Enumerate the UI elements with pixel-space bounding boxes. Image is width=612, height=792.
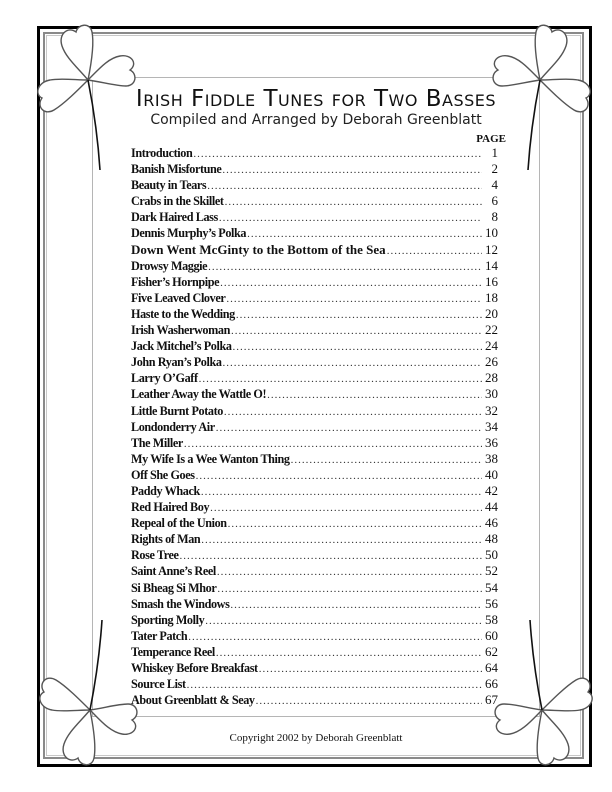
toc-entry-title: Down Went McGinty to the Bottom of the Sea — [131, 241, 386, 257]
toc-entry[interactable] — [131, 403, 498, 419]
toc-entry[interactable] — [131, 209, 498, 225]
dot-leader — [205, 613, 482, 628]
toc-entry-page: 6 — [491, 193, 498, 209]
toc-entry[interactable] — [131, 483, 498, 499]
toc-entry[interactable] — [131, 177, 498, 193]
toc-entry[interactable] — [131, 225, 498, 241]
toc-entry-title: Introduction — [131, 146, 193, 160]
toc-entry-title: Beauty in Tears — [131, 178, 207, 193]
dot-leader — [193, 146, 482, 161]
dot-leader — [233, 339, 482, 354]
toc-entry-title: Larry O’Gaff — [131, 371, 198, 386]
toc-entry[interactable] — [131, 596, 498, 612]
toc-entry-page: 48 — [485, 531, 498, 547]
toc-entry-page: 34 — [485, 418, 498, 434]
toc-entry-title: Red Haired Boy — [131, 500, 210, 515]
dot-leader — [187, 677, 482, 692]
toc-entry[interactable] — [131, 467, 498, 483]
toc-entry-title: Sporting Molly — [131, 612, 205, 627]
toc-entry[interactable] — [131, 676, 498, 692]
toc-entry-title: About Greenblatt & Seay — [131, 693, 255, 708]
toc-entry-title: Crabs in the Skillet — [131, 194, 224, 209]
toc-entry[interactable] — [131, 193, 498, 209]
copyright-notice: Copyright 2002 by Deborah Greenblatt — [229, 732, 403, 744]
dot-leader — [208, 259, 482, 274]
toc-entry-page: 20 — [485, 305, 498, 321]
toc-entry-title: Irish Washerwoman — [131, 323, 230, 338]
toc-entry-page: 56 — [485, 595, 498, 611]
toc-entry-title: Leather Away the Wattle O! — [131, 387, 267, 402]
toc-entry-title: Banish Misfortune — [131, 162, 222, 177]
toc-entry[interactable] — [131, 563, 498, 579]
toc-entry-title: Dark Haired Lass — [131, 210, 218, 225]
dot-leader — [387, 243, 482, 258]
toc-entry[interactable] — [131, 322, 498, 338]
toc-entry-title: Drowsy Maggie — [131, 258, 208, 273]
dot-leader — [247, 226, 482, 241]
toc-entry-page: 44 — [485, 499, 498, 515]
toc-entry-page: 22 — [485, 322, 498, 338]
toc-entry-title: Rights of Man — [131, 532, 201, 547]
dot-leader — [230, 597, 482, 612]
toc-entry-page: 1 — [491, 145, 498, 160]
toc-entry-page: 64 — [485, 660, 498, 675]
toc-entry-title: Si Bheag Si Mhor — [131, 580, 217, 595]
toc-entry[interactable] — [131, 306, 498, 322]
toc-entry-title: Off She Goes — [131, 467, 195, 482]
toc-entry-title: Source List — [131, 677, 186, 692]
toc-entry-title: Haste to the Wedding — [131, 306, 235, 321]
toc-entry-title: Fisher’s Hornpipe — [131, 274, 220, 289]
toc-entry[interactable] — [131, 370, 498, 386]
toc-entry[interactable] — [131, 580, 498, 596]
toc-entry-title: Dennis Murphy’s Polka — [131, 226, 247, 241]
toc-entry-title: John Ryan’s Polka — [131, 355, 222, 370]
dot-leader — [188, 629, 482, 644]
toc-entry[interactable] — [131, 145, 498, 161]
dot-leader — [180, 548, 482, 563]
dot-leader — [225, 194, 482, 209]
toc-entry-page: 50 — [485, 547, 498, 563]
toc-entry[interactable] — [131, 499, 498, 515]
toc-entry-title: Paddy Whack — [131, 483, 200, 498]
toc-entry-title: Rose Tree — [131, 548, 179, 563]
dot-leader — [220, 275, 482, 290]
toc-entry-title: Repeal of the Union — [131, 516, 227, 531]
shamrock-icon — [482, 650, 602, 770]
toc-entry[interactable] — [131, 419, 498, 435]
toc-entry-page: 12 — [485, 241, 498, 257]
dot-leader — [291, 452, 482, 467]
toc-entry[interactable] — [131, 242, 498, 258]
toc-entry[interactable] — [131, 161, 498, 177]
toc-entry-page: 14 — [485, 257, 498, 273]
toc-entry[interactable] — [131, 338, 498, 354]
toc-entry-page: 30 — [485, 386, 498, 402]
dot-leader — [256, 693, 482, 708]
toc-entry-title: Tater Patch — [131, 628, 188, 643]
page-column-header: PAGE — [476, 133, 506, 145]
toc-entry-page: 60 — [485, 627, 498, 643]
dot-leader — [231, 323, 482, 338]
toc-entry-title: Jack Mitchel’s Polka — [131, 339, 232, 354]
toc-entry-page: 58 — [485, 611, 498, 627]
dot-leader — [201, 484, 482, 499]
toc-entry-page: 36 — [485, 434, 498, 450]
dot-leader — [217, 564, 482, 579]
dot-leader — [201, 532, 482, 547]
table-of-contents — [131, 145, 498, 708]
dot-leader — [217, 581, 482, 596]
dot-leader — [224, 404, 482, 419]
dot-leader — [222, 162, 482, 177]
toc-entry[interactable] — [131, 451, 498, 467]
toc-entry-title: My Wife Is a Wee Wanton Thing — [131, 451, 290, 466]
toc-entry[interactable] — [131, 274, 498, 290]
toc-entry-page: 62 — [485, 643, 498, 659]
toc-entry[interactable] — [131, 515, 498, 531]
toc-entry-title: Smash the Windows — [131, 596, 230, 611]
document-subtitle: Compiled and Arranged by Deborah Greenblatt — [150, 112, 482, 128]
toc-entry[interactable] — [131, 692, 498, 708]
toc-entry-page: 40 — [485, 466, 498, 482]
toc-entry-page: 52 — [485, 563, 498, 579]
dot-leader — [216, 420, 482, 435]
toc-entry-page: 42 — [485, 482, 498, 498]
dot-leader — [259, 661, 482, 676]
dot-leader — [216, 645, 482, 660]
toc-entry-page: 18 — [485, 289, 498, 305]
dot-leader — [196, 468, 482, 483]
dot-leader — [228, 516, 482, 531]
toc-entry-page: 38 — [485, 450, 498, 466]
dot-leader — [210, 500, 482, 515]
toc-entry-page: 66 — [485, 676, 498, 692]
toc-entry-title: Londonderry Air — [131, 419, 215, 434]
toc-entry-title: Saint Anne’s Reel — [131, 564, 216, 579]
dot-leader — [223, 355, 482, 370]
toc-entry-page: 32 — [485, 402, 498, 418]
toc-entry[interactable] — [131, 290, 498, 306]
toc-entry[interactable] — [131, 547, 498, 563]
toc-entry-page: 10 — [485, 225, 498, 241]
toc-entry-title: Five Leaved Clover — [131, 290, 226, 305]
toc-entry-page: 46 — [485, 515, 498, 531]
dot-leader — [219, 210, 482, 225]
toc-entry[interactable] — [131, 612, 498, 628]
toc-entry[interactable] — [131, 258, 498, 274]
toc-entry-title: Temperance Reel — [131, 644, 215, 659]
toc-entry-page: 8 — [491, 209, 498, 225]
toc-entry-page: 67 — [485, 692, 498, 708]
toc-entry[interactable] — [131, 628, 498, 644]
dot-leader — [267, 387, 482, 402]
toc-entry[interactable] — [131, 386, 498, 402]
dot-leader — [226, 291, 482, 306]
document-title: Irish Fiddle Tunes for Two Basses — [135, 86, 497, 112]
toc-entry[interactable] — [131, 531, 498, 547]
toc-entry-page: 54 — [485, 579, 498, 595]
toc-entry-page: 28 — [485, 370, 498, 386]
dot-leader — [236, 307, 482, 322]
toc-entry[interactable] — [131, 354, 498, 370]
toc-entry[interactable] — [131, 435, 498, 451]
toc-entry-title: Whiskey Before Breakfast — [131, 661, 258, 675]
dot-leader — [184, 436, 482, 451]
dot-leader — [199, 371, 482, 386]
toc-entry-title: Little Burnt Potato — [131, 403, 223, 418]
toc-entry-page: 2 — [491, 161, 498, 177]
toc-entry-page: 24 — [485, 338, 498, 354]
toc-entry[interactable] — [131, 644, 498, 660]
toc-entry[interactable] — [131, 660, 498, 676]
toc-entry-page: 16 — [485, 273, 498, 289]
toc-entry-page: 4 — [491, 177, 498, 193]
toc-entry-title: The Miller — [131, 435, 183, 450]
toc-entry-page: 26 — [485, 354, 498, 370]
dot-leader — [207, 178, 482, 193]
